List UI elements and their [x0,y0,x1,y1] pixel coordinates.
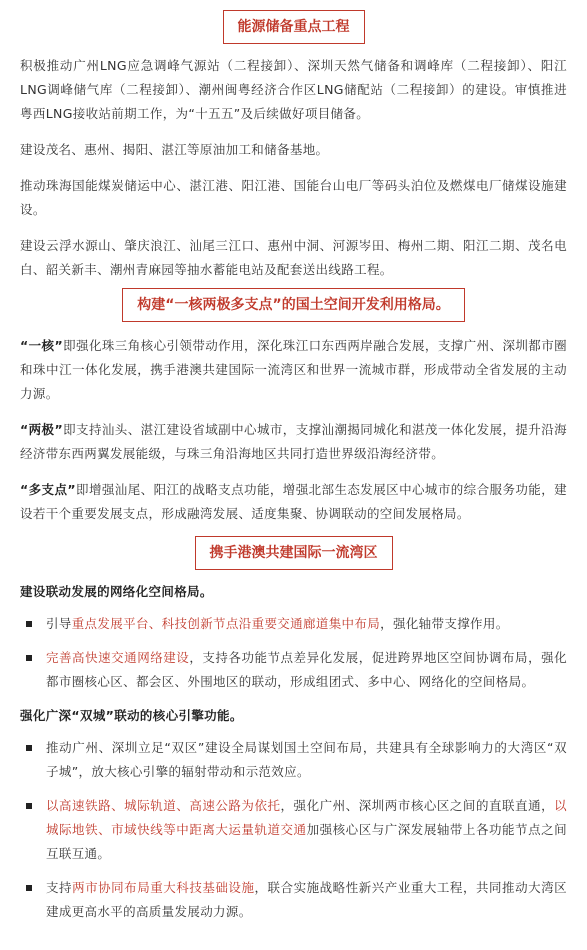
bullet-list [20,612,567,694]
highlight-text: 两市协同布局重大科技基础设施 [72,880,255,895]
text: ，强化轴带支撑作用。 [380,616,509,631]
text: ，强化广州、深圳两市核心区之间的直联直通， [280,798,555,813]
paragraph: 建设云浮水源山、肇庆浪江、汕尾三江口、惠州中洞、河源岑田、梅州二期、阳江二期、茂名电白、韶关新丰、潮州青麻园等抽水蓄能电站及配套送出线路工程。 [20,238,567,277]
list-item [20,794,567,866]
section-title-bay-area: 携手港澳共建国际一流湾区 [195,536,393,570]
sub-heading: 建设联动发展的网络化空间格局。 [20,584,213,599]
square-bullet-icon [26,655,32,661]
highlight-text: 重点发展平台、科技创新节点沿重要交通廊道集中布局 [71,616,381,631]
square-bullet-icon [26,885,32,891]
highlight-text: 以城际地铁、市域快线等中距离大运量轨道交通 [46,798,567,837]
paragraph [20,334,567,406]
highlight-text: 完善高快速交通网络建设 [46,650,190,665]
text: 支持 [46,880,73,895]
section-title-spatial-pattern: 构建“一核两极多支点”的国土空间开发利用格局。 [122,288,464,322]
square-bullet-icon [26,745,32,751]
list-item [20,646,567,694]
section-title-wrap [20,0,567,44]
keyword-label: “一核” [20,338,64,353]
paragraph-text: 即支持汕头、湛江建设省域副中心城市，支撑汕潮揭同城化和湛茂一体化发展，提升沿海经济带东西两翼发展能级，与珠三角沿海地区共同打造世界级沿海经济带。 [20,422,567,461]
text: 引导 [46,616,72,631]
keyword-label: “多支点” [20,482,76,497]
paragraph-text: 即增强汕尾、阳江的战略支点功能，增强北部生态发展区中心城市的综合服务功能，建设若干个重要发展支点，形成融湾发展、适度集聚、协调联动的空间发展格局。 [20,482,567,521]
paragraph: 积极推动广州LNG应急调峰气源站（二程接卸）、深圳天然气储备和调峰库（二程接卸）、阳江LNG调峰储气库（二程接卸）、潮州闽粤经济合作区LNG储配站（二程接卸）的建设。审慎推进粤西LNG接收站前期工作，为“十五五”及后续做好项目储备。 [20,58,567,121]
square-bullet-icon [26,803,32,809]
sub-heading: 强化广深“双城”联动的核心引擎功能。 [20,708,243,723]
bullet-list [20,736,567,924]
section-title-wrap [20,526,567,570]
text: ，支持各功能节点差异化发展，促进跨界地区空间协调布局，强化都市圈核心区、都会区、外围地区的联动，形成组团式、多中心、网络化的空间格局。 [46,650,567,689]
square-bullet-icon [26,621,32,627]
paragraph [20,478,567,526]
paragraph: 建设茂名、惠州、揭阳、湛江等原油加工和储备基地。 [20,142,329,157]
section-title-energy: 能源储备重点工程 [223,10,365,44]
list-item [20,876,567,924]
section-title-wrap [20,282,567,322]
list-item [20,612,567,636]
highlight-text: 以高速铁路、城际轨道、高速公路为依托 [46,798,281,813]
paragraph-text: 即强化珠三角核心引领带动作用，深化珠江口东西两岸融合发展，支撑广州、深圳都市圈和珠中江一体化发展，携手港澳共建国际一流湾区和世界一流城市群，形成带动全省发展的主动力源。 [20,338,567,401]
keyword-label: “两极” [20,422,64,437]
text: ，联合实施战略性新兴产业重大工程，共同推动大湾区建成更高水平的高质量发展动力源。 [46,880,568,919]
list-item [20,736,567,784]
text: 加强核心区与广深发展轴带上各功能节点之间互联互通。 [46,822,567,861]
text: 推动广州、深圳立足“双区”建设全局谋划国土空间布局，共建具有全球影响力的大湾区“双子城”，放大核心引擎的辐射带动和示范效应。 [46,740,567,779]
paragraph: 推动珠海国能煤炭储运中心、湛江港、阳江港、国能台山电厂等码头泊位及燃煤电厂储煤设施建设。 [20,178,567,217]
paragraph [20,418,567,466]
